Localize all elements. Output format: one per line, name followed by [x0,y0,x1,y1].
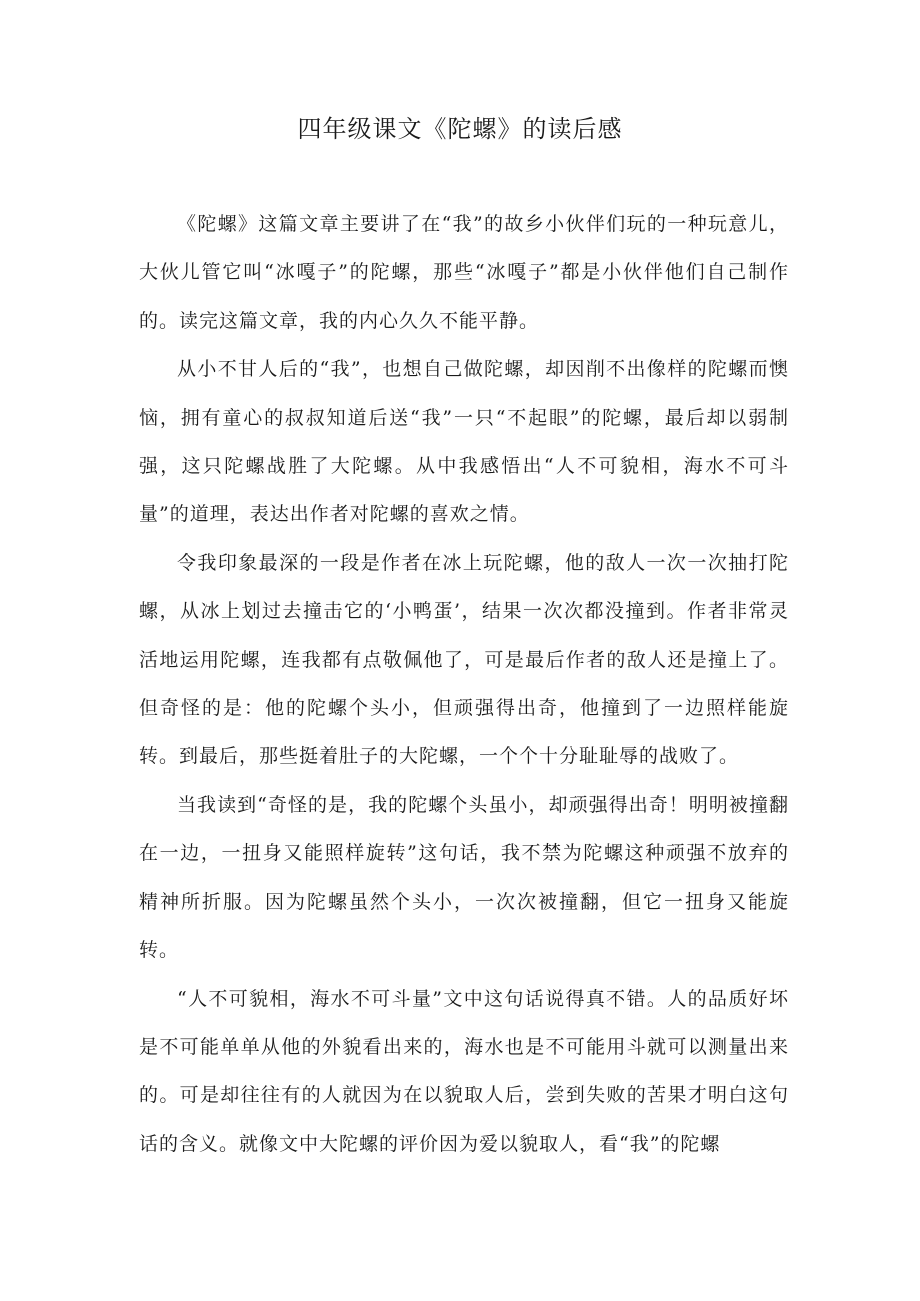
document-title: 四年级课文《陀螺》的读后感 [297,115,623,143]
paragraph-2: 从小不甘人后的“我”，也想自己做陀螺，却因削不出像样的陀螺而懊恼，拥有童心的叔叔知道后送“我”一只“不起眼”的陀螺，最后却以弱制强，这只陀螺战胜了大陀螺。从中我感悟出“人不可貌相，海水不可斗量”的道理，表达出作者对陀螺的喜欢之情。 [139,358,789,526]
paragraph-4: 当我读到“奇怪的是，我的陀螺个头虽小，却顽强得出奇！明明被撞翻在一边，一扭身又能照样旋转”这句话，我不禁为陀螺这种顽强不放弃的精神所折服。因为陀螺虽然个头小，一次次被撞翻，但它一扭身又能旋转。 [139,793,789,962]
paragraph-5: “人不可貌相，海水不可斗量”文中这句话说得真不错。人的品质好坏是不可能单单从他的外貌看出来的，海水也是不可能用斗就可以测量出来的。可是却往往有的人就因为在以貌取人后，尝到失败的苦果才明白这句话的含义。就像文中大陀螺的评价因为爱以貌取人，看“我”的陀螺 [139,987,789,1155]
paragraph-1: 《陀螺》这篇文章主要讲了在“我”的故乡小伙伴们玩的一种玩意儿，大伙儿管它叫“冰嘎子”的陀螺，那些“冰嘎子”都是小伙伴他们自己制作的。读完这篇文章，我的内心久久不能平静。 [139,213,789,332]
paragraph-3: 令我印象最深的一段是作者在冰上玩陀螺，他的敌人一次一次抽打陀螺，从冰上划过去撞击它的‘小鸭蛋’，结果一次次都没撞到。作者非常灵活地运用陀螺，连我都有点敬佩他了，可是最后作者的敌人还是撞上了。但奇怪的是：他的陀螺个头小，但顽强得出奇，他撞到了一边照样能旋转。到最后，那些挺着肚子的大陀螺，一个个十分耻耻辱的战败了。 [139,551,789,768]
document-body [139,200,789,1168]
